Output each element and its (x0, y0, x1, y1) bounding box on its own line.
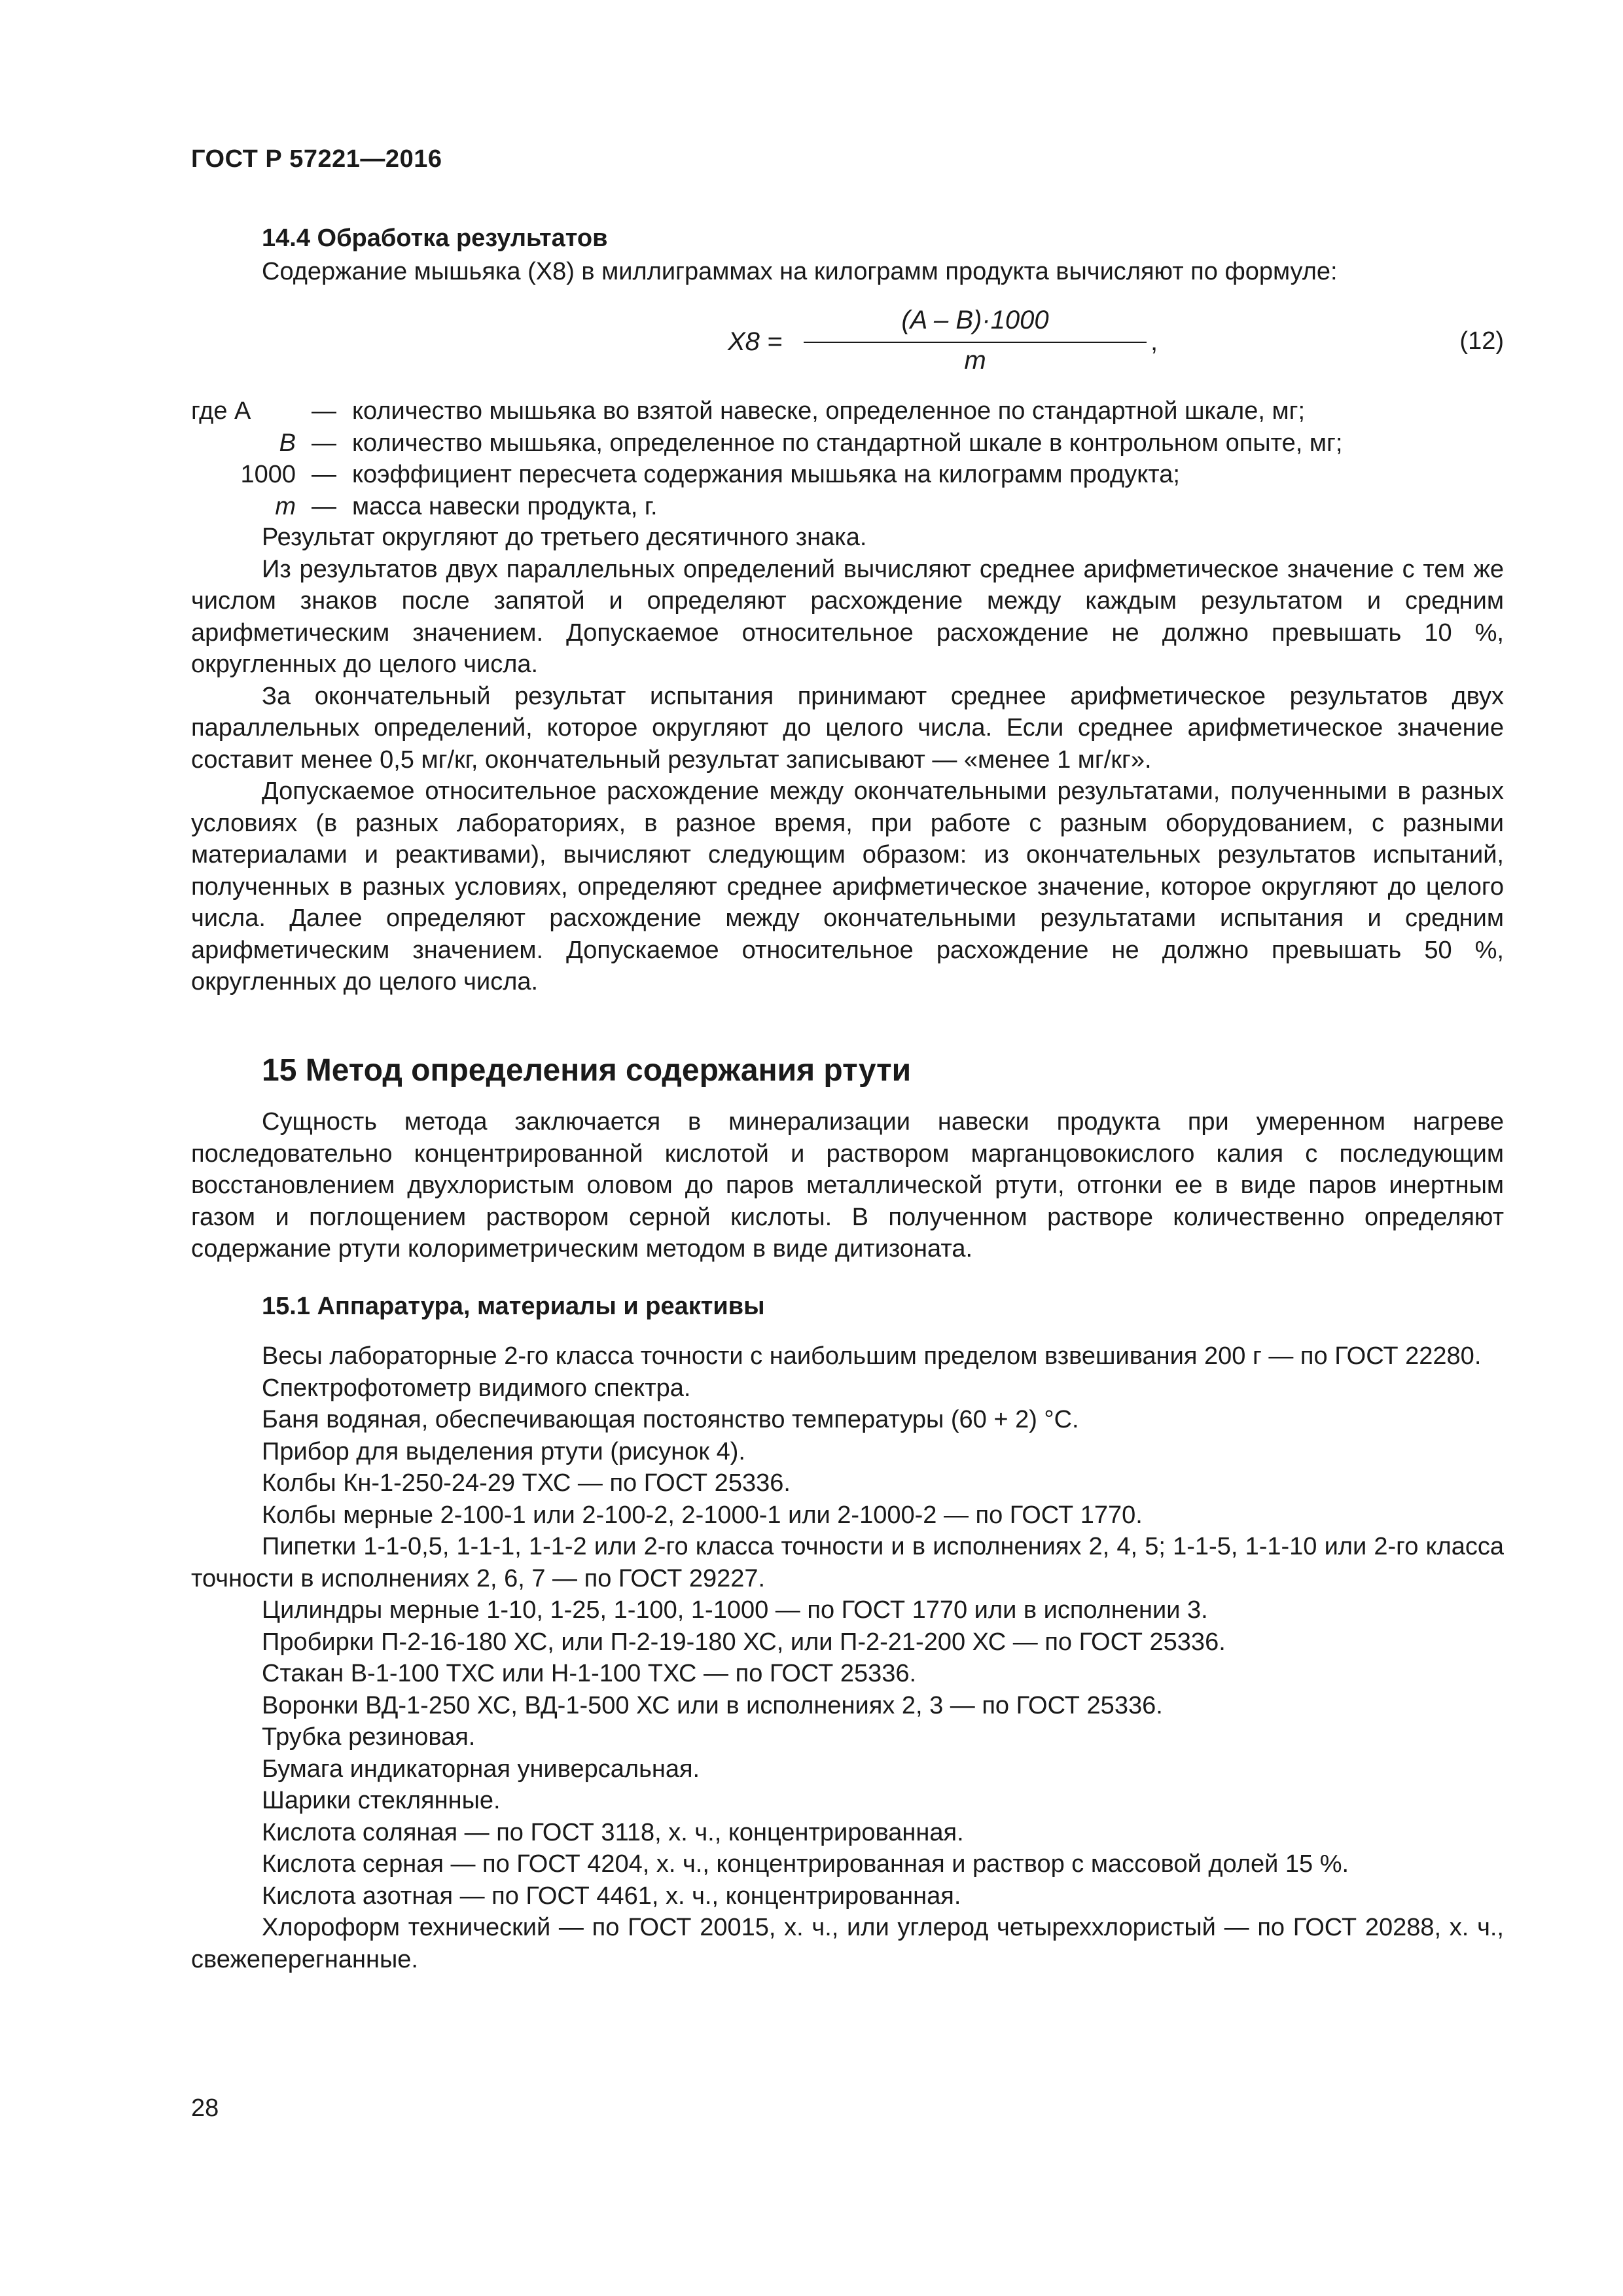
list-item: Колбы Кн-1-250-24-29 ТХС — по ГОСТ 25336. (262, 1469, 791, 1497)
list-item: Весы лабораторные 2-го класса точности с наибольшим пределом взвешивания 200 г — по ГОСТ 22280. (262, 1342, 1482, 1370)
legend-row (191, 491, 1504, 523)
section-15-title: 15 Метод определения содержания ртути (262, 1053, 912, 1088)
legend-text: количество мышьяка во взятой навеске, определенное по стандартной шкале, мг; (352, 397, 1306, 425)
section-14-4-title: 14.4 Обработка результатов (262, 224, 608, 252)
section-14-4-intro-block (191, 256, 1504, 288)
legend-symbol: m (275, 492, 296, 520)
legend-row (191, 427, 1504, 459)
list-item: Стакан В-1-100 ТХС или Н-1-100 ТХС — по ГОСТ 25336. (262, 1660, 917, 1687)
paragraph: Из результатов двух параллельных определений вычисляют среднее арифметическое значение с тем же числом знаков после запятой и определяют расхождение между каждым результатом и средним арифметическим значением. Допускаемое относительное расхождение не должно превышать 10 %, округленных до целого числа. (191, 555, 1504, 678)
list-item: Кислота соляная — по ГОСТ 3118, х. ч., концентрированная. (262, 1818, 964, 1846)
section-14-4-paragraphs (191, 522, 1504, 998)
formula-denominator: m (964, 346, 986, 375)
legend-symbol: где A (191, 397, 251, 425)
section-15-1-title: 15.1 Аппаратура, материалы и реактивы (262, 1293, 765, 1320)
section-14-4-intro: Содержание мышьяка (X8) в миллиграммах на килограмм продукта вычисляют по формуле: (262, 258, 1338, 285)
formula-numerator: (A – B)·1000 (901, 306, 1049, 334)
formula-legend (191, 395, 1504, 522)
list-item: Цилиндры мерные 1-10, 1-25, 1-100, 1-1000 — по ГОСТ 1770 или в исполнении 3. (262, 1596, 1208, 1624)
legend-text: количество мышьяка, определенное по стандартной шкале в контрольном опыте, мг; (352, 429, 1343, 457)
list-item: Хлороформ технический — по ГОСТ 20015, х. ч., или углерод четыреххлористый — по ГОСТ 20288, х. ч., свежеперегнанные. (191, 1914, 1504, 1973)
legend-text: масса навески продукта, г. (352, 492, 658, 520)
formula-number: (12) (1459, 327, 1504, 355)
equipment-list (191, 1340, 1504, 1975)
formula-lhs: X8 = (728, 327, 783, 356)
legend-dash: — (312, 492, 336, 520)
legend-dash: — (312, 461, 336, 488)
list-item: Воронки ВД-1-250 ХС, ВД-1-500 ХС или в исполнениях 2, 3 — по ГОСТ 25336. (262, 1691, 1163, 1719)
paragraph: За окончательный результат испытания принимают среднее арифметическое результатов двух параллельных определений, которое округляют до целого числа. Если среднее арифметическое значение составит менее 0,5 мг/кг, окончательный результат записывают — «менее 1 мг/кг». (191, 682, 1504, 774)
list-item: Прибор для выделения ртути (рисунок 4). (262, 1437, 745, 1465)
legend-dash: — (312, 397, 336, 425)
list-item: Колбы мерные 2-100-1 или 2-100-2, 2-1000-1 или 2-1000-2 — по ГОСТ 1770. (262, 1501, 1143, 1529)
list-item: Спектрофотометр видимого спектра. (262, 1374, 691, 1402)
list-item: Кислота азотная — по ГОСТ 4461, х. ч., концентрированная. (262, 1882, 961, 1910)
legend-row (191, 395, 1504, 427)
formula-comma: , (1150, 327, 1158, 356)
legend-row (191, 459, 1504, 491)
paragraph: Результат округляют до третьего десятичного знака. (262, 524, 867, 551)
list-item: Кислота серная — по ГОСТ 4204, х. ч., концентрированная и раствор с массовой долей 15 %. (262, 1850, 1349, 1878)
formula-fraction (804, 301, 1147, 377)
list-item: Пробирки П-2-16-180 ХС, или П-2-19-180 ХС, или П-2-21-200 ХС — по ГОСТ 25336. (262, 1628, 1226, 1656)
formula-12 (191, 301, 1504, 386)
paragraph: Допускаемое относительное расхождение между окончательными результатами, полученными в разных условиях (в разных лабораториях, в разное время, при работе с разным оборудованием, с разными материалами и реактивами), вычисляют следующим образом: из окончательных результатов испытаний, полученных в разных условиях, определяют среднее арифметическое значение, которое округляют до целого числа. Далее определяют расхождение между окончательными результатами испытания и средним арифметическим значением. Допускаемое относительное расхождение не должно превышать 50 %, округленных до целого числа. (191, 778, 1504, 996)
fraction-bar (804, 342, 1147, 343)
list-item: Трубка резиновая. (262, 1723, 476, 1751)
document-header: ГОСТ Р 57221—2016 (191, 145, 442, 173)
legend-symbol: 1000 (240, 461, 296, 488)
section-15-intro-block (191, 1106, 1504, 1265)
page-number: 28 (191, 2094, 219, 2122)
list-item: Пипетки 1-1-0,5, 1-1-1, 1-1-2 или 2-го класса точности и в исполнениях 2, 4, 5; 1-1-5, 1-1-10 или 2-го класса точности в исполнениях 2, 6, 7 — по ГОСТ 29227. (191, 1533, 1504, 1592)
list-item: Баня водяная, обеспечивающая постоянство температуры (60 + 2) °С. (262, 1406, 1079, 1433)
list-item: Шарики стеклянные. (262, 1787, 501, 1814)
legend-text: коэффициент пересчета содержания мышьяка на килограмм продукта; (352, 461, 1180, 488)
legend-dash: — (312, 429, 336, 457)
list-item: Бумага индикаторная универсальная. (262, 1755, 700, 1783)
legend-symbol: B (279, 429, 296, 457)
section-15-intro: Сущность метода заключается в минерализации навески продукта при умеренном нагреве последовательно концентрированной кислотой и раствором марганцовокислого калия с последующим восстановлением двухлористым оловом до паров металлической ртути, отгонки ее в виде паров инертным газом и поглощением раствором серной кислоты. В полученном растворе количественно определяют содержание ртути колориметрическим методом в виде дитизоната. (191, 1108, 1504, 1263)
